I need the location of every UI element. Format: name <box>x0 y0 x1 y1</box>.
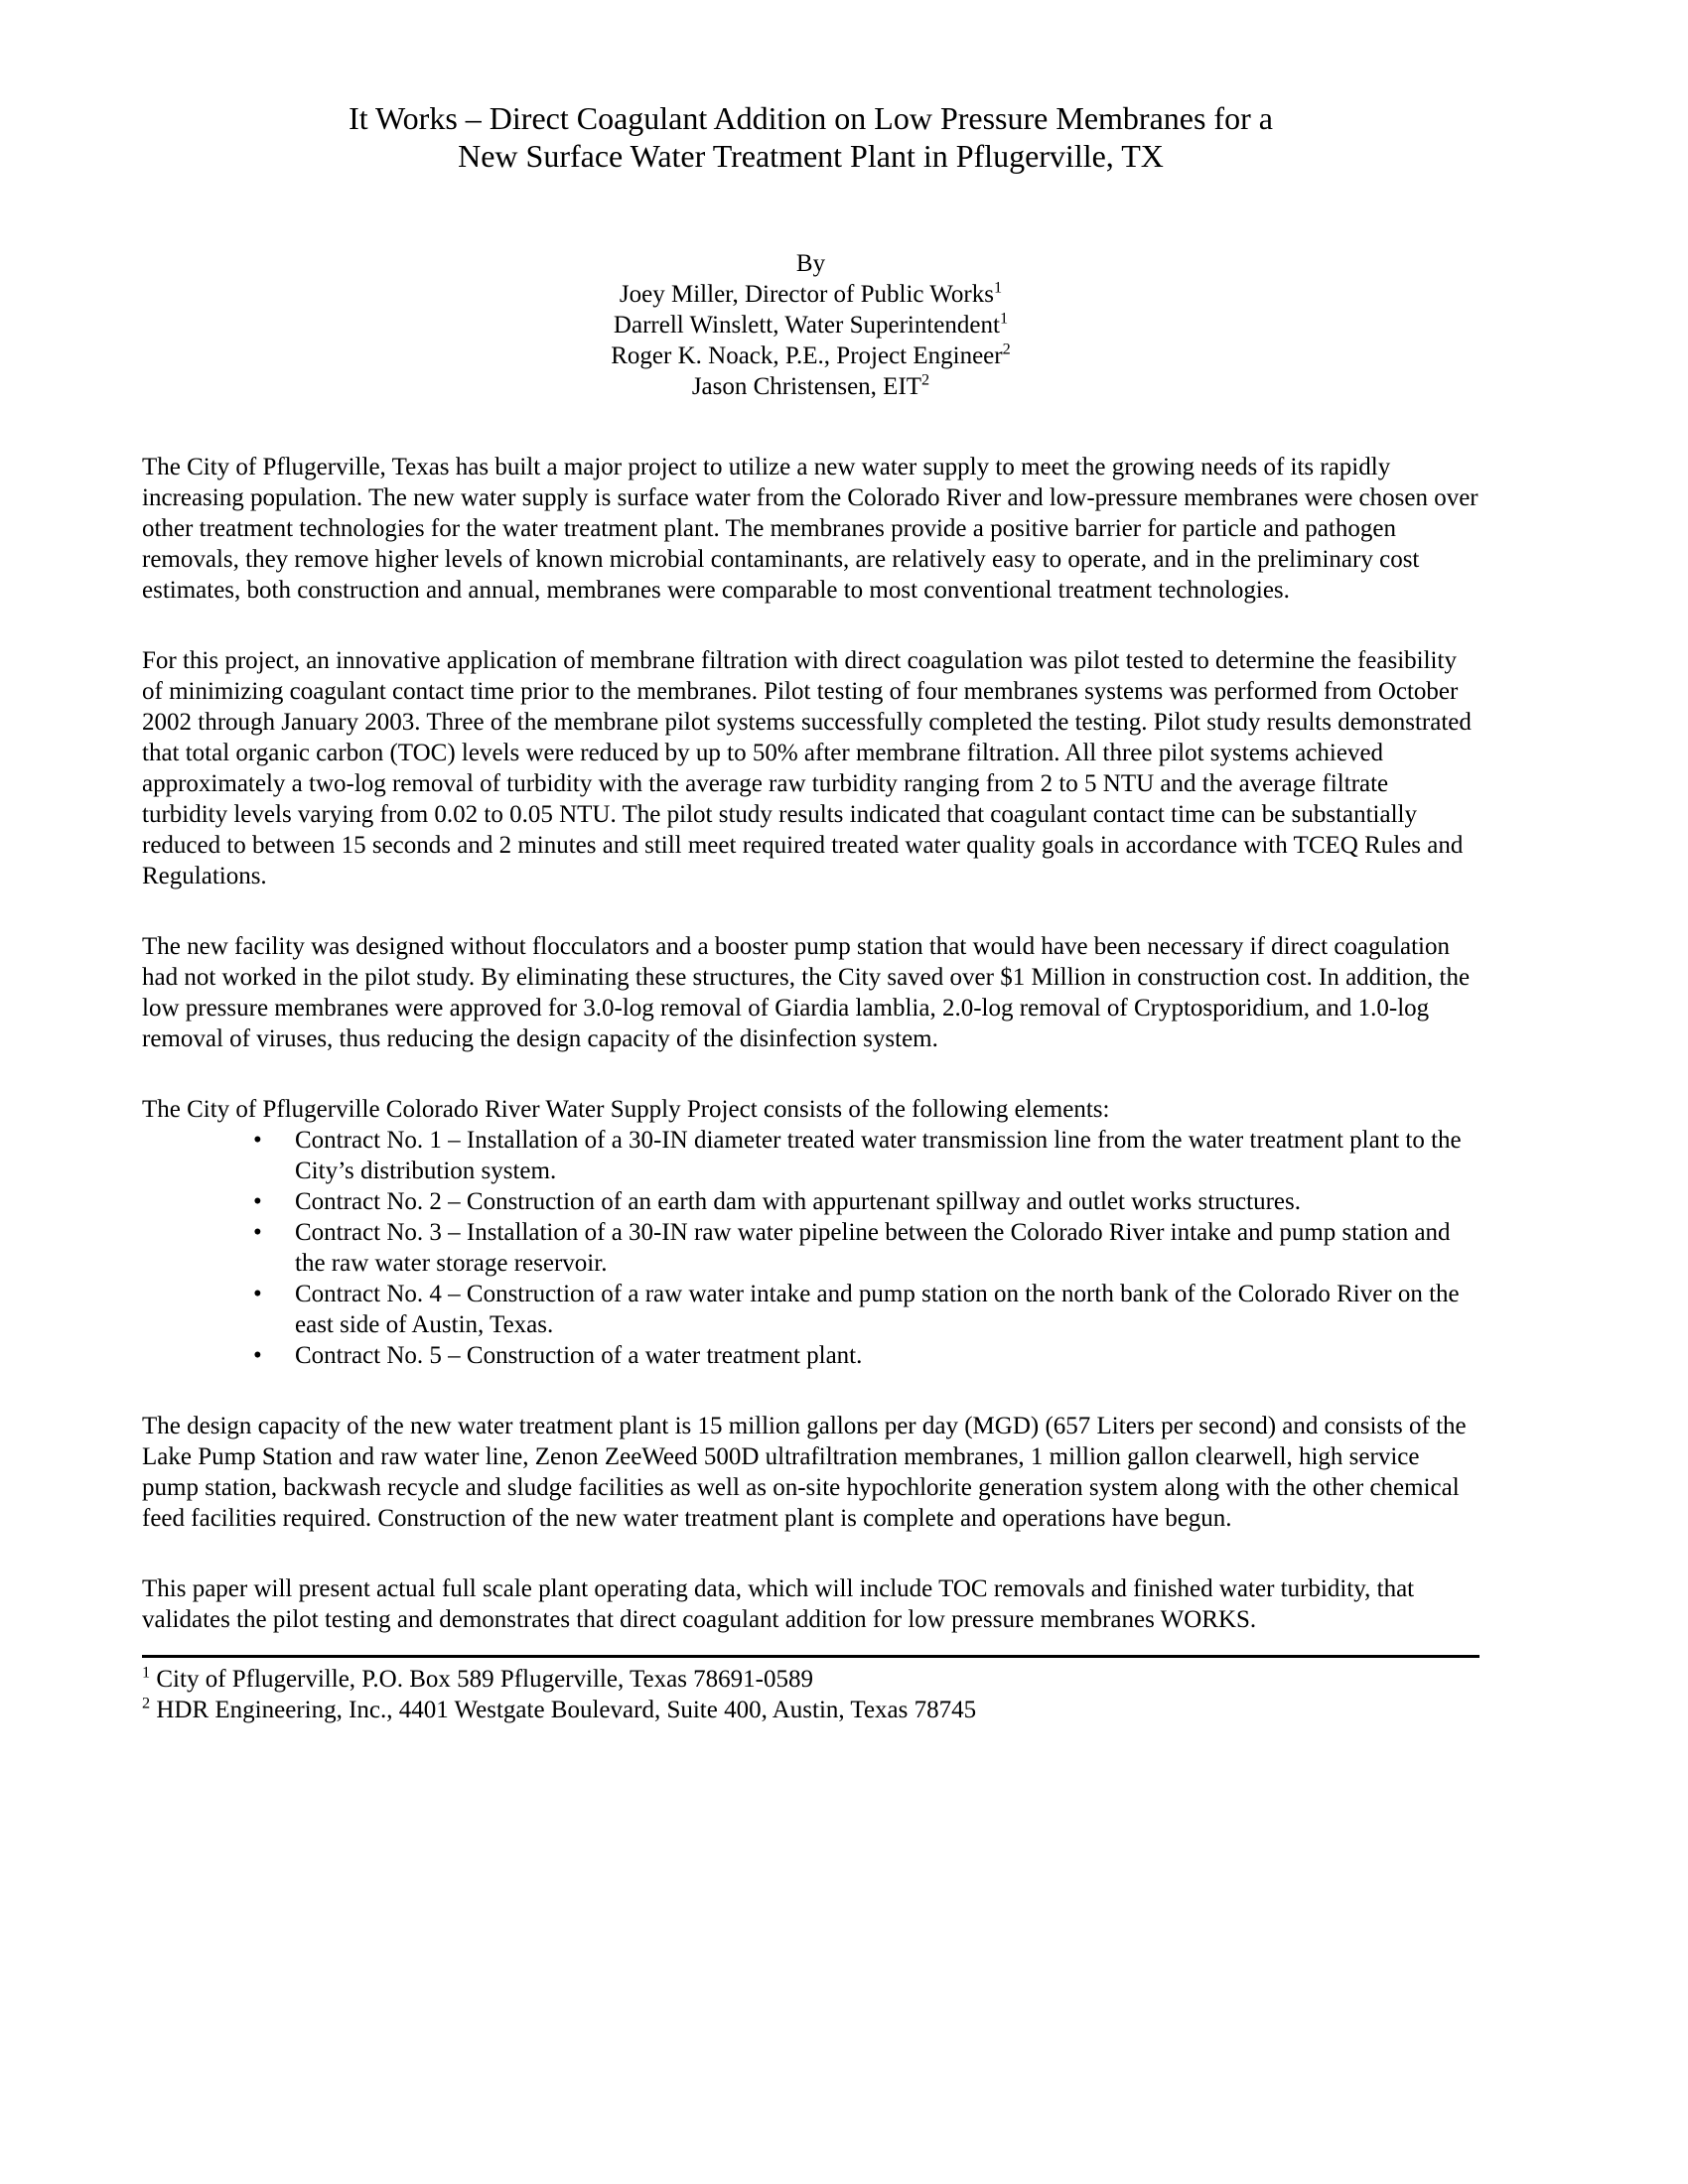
author-entry <box>142 341 1479 371</box>
paragraph-intro-project: The City of Pflugerville, Texas has built a major project to utilize a new water supply to meet the growing needs of its rapidly increasing population. The new water supply is surface water from the Colorado River and low-pressure membranes were chosen over other treatment technologies for the water treatment plant. The membranes provide a positive barrier for particle and pathogen removals, they remove higher levels of known microbial contaminants, are relatively easy to operate, and in the preliminary cost estimates, both construction and annual, membranes were comparable to most conventional treatment technologies. <box>142 454 1478 604</box>
list-item-contract-2: • Contract No. 2 – Construction of an earth dam with appurtenant spillway and outlet works structures. <box>295 1186 1479 1217</box>
author-entry <box>142 371 1479 402</box>
author-footnote-marker: 2 <box>1002 340 1011 358</box>
paper-title-line2: New Surface Water Treatment Plant in Pflugerville, TX <box>458 138 1164 174</box>
author-name: Joey Miller, Director of Public Works <box>619 281 994 308</box>
author-name: Roger K. Noack, P.E., Project Engineer <box>611 342 1003 369</box>
footnote-1-text: City of Pflugerville, P.O. Box 589 Pflugerville, Texas 78691-0589 <box>150 1666 814 1693</box>
footnote-2 <box>142 1695 1479 1725</box>
list-item-contract-3: • Contract No. 3 – Installation of a 30-IN raw water pipeline between the Colorado River intake and pump station and the raw water storage reservoir. <box>295 1217 1479 1279</box>
contract-list <box>142 1125 1479 1371</box>
author-entry <box>142 279 1479 310</box>
author-name: Jason Christensen, EIT <box>691 373 922 400</box>
list-item-contract-4: • Contract No. 4 – Construction of a raw water intake and pump station on the north bank of the Colorado River on the east side of Austin, Texas. <box>295 1279 1479 1340</box>
paragraph-design-capacity: The design capacity of the new water treatment plant is 15 million gallons per day (MGD) (657 Liters per second) and consists of the Lake Pump Station and raw water line, Zenon ZeeWeed 500D ultrafiltration membranes, 1 million gallon clearwell, high service pump station, backwash recycle and sludge facilities as well as on-site hypochlorite generation system along with the other chemical feed facilities required. Construction of the new water treatment plant is complete and operations have begun. <box>142 1413 1467 1532</box>
paragraph-pilot-testing: For this project, an innovative application of membrane filtration with direct coagulation was pilot tested to determine the feasibility of minimizing coagulant contact time prior to the membranes. Pilot testing of four membranes systems was performed from October 2002 through January 2003. Three of the membrane pilot systems successfully completed the testing. Pilot study results demonstrated that total organic carbon (TOC) levels were reduced by up to 50% after membrane filtration. All three pilot systems achieved approximately a two-log removal of turbidity with the average raw turbidity ranging from 2 to 5 NTU and the average filtrate turbidity levels varying from 0.02 to 0.05 NTU. The pilot study results indicated that coagulant contact time can be substantially reduced to between 15 seconds and 2 minutes and still meet required treated water quality goals in accordance with TCEQ Rules and Regulations. <box>142 647 1472 889</box>
footnote-1-marker: 1 <box>142 1663 151 1682</box>
footnote-1 <box>142 1664 1479 1695</box>
paragraph-paper-purpose: This paper will present actual full scale plant operating data, which will include TOC removals and finished water turbidity, that validates the pilot testing and demonstrates that direct coagulant addition for low pressure membranes WORKS. <box>142 1575 1415 1633</box>
footnote-2-text: HDR Engineering, Inc., 4401 Westgate Boulevard, Suite 400, Austin, Texas 78745 <box>150 1697 977 1723</box>
paper-title-line1: It Works – Direct Coagulant Addition on Low Pressure Membranes for a <box>349 100 1273 136</box>
document-body <box>142 452 1479 1635</box>
footnotes-block <box>142 1664 1479 1725</box>
author-footnote-marker: 2 <box>921 370 930 389</box>
paper-title <box>142 99 1479 175</box>
author-name: Darrell Winslett, Water Superintendent <box>613 312 1000 339</box>
paragraph-facility-design: The new facility was designed without flocculators and a booster pump station that would have been necessary if direct coagulation had not worked in the pilot study. By eliminating these structures, the City saved over $1 Million in construction cost. In addition, the low pressure membranes were approved for 3.0-log removal of Giardia lamblia, 2.0-log removal of Cryptosporidium, and 1.0-log removal of viruses, thus reducing the design capacity of the disinfection system. <box>142 933 1471 1052</box>
author-list <box>142 279 1479 402</box>
footnote-2-marker: 2 <box>142 1694 151 1712</box>
list-item-contract-5: • Contract No. 5 – Construction of a water treatment plant. <box>295 1340 1479 1371</box>
byline-block <box>142 248 1479 402</box>
author-entry <box>142 310 1479 341</box>
footnote-separator-rule <box>142 1655 1479 1658</box>
list-item-contract-1: • Contract No. 1 – Installation of a 30-IN diameter treated water transmission line from the water treatment plant to the City’s distribution system. <box>295 1125 1479 1186</box>
author-footnote-marker: 1 <box>993 278 1003 297</box>
by-label: By <box>795 250 826 277</box>
contract-list-intro: The City of Pflugerville Colorado River Water Supply Project consists of the following elements: <box>142 1096 1110 1123</box>
author-footnote-marker: 1 <box>999 309 1009 328</box>
